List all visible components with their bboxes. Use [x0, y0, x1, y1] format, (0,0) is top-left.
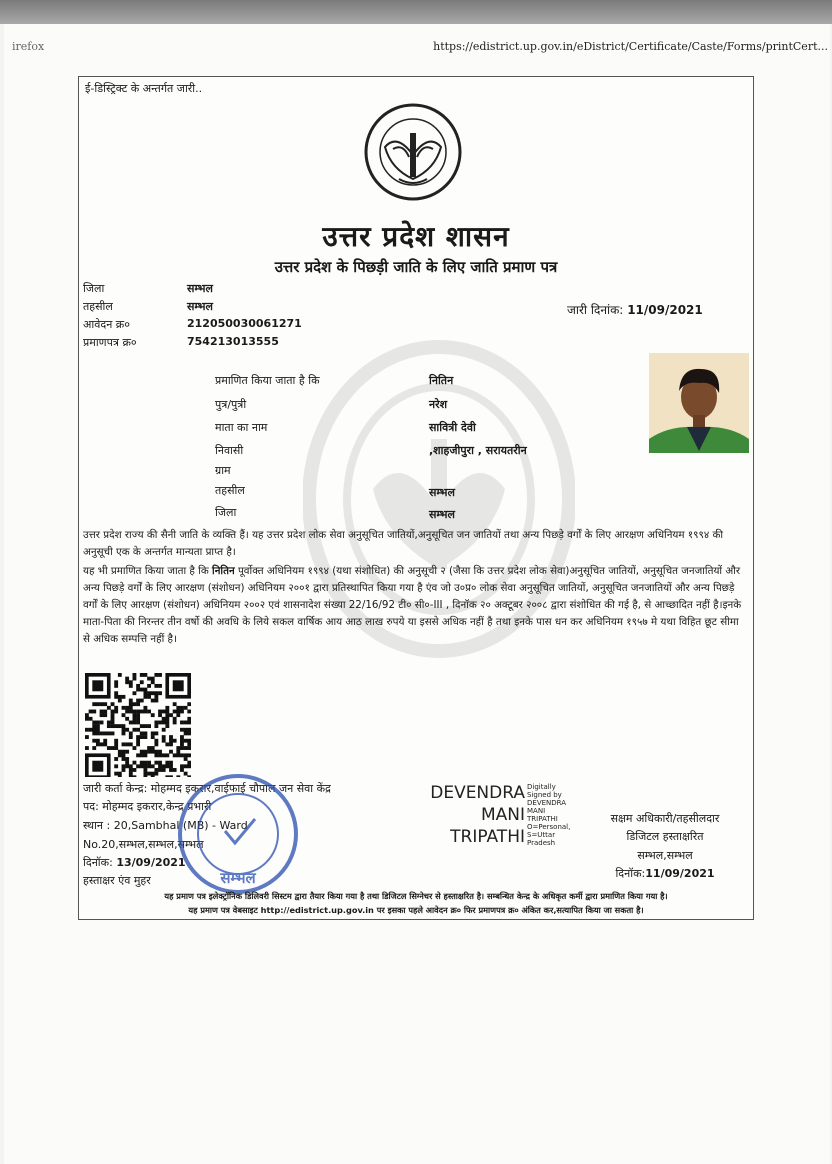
field-label: जिला	[215, 506, 237, 519]
authority-date	[577, 866, 753, 881]
place-line-1: स्थान : 20,Sambhal (MB) - Ward	[83, 819, 248, 832]
mother-name: सावित्री देवी	[429, 421, 476, 434]
issuing-center: जारी कर्ता केन्द्र: मोहम्मद इकरार,वाईफाई चौपाल जन सेवा केंद्र	[83, 782, 331, 795]
authority-place: सम्भल,सम्भल	[637, 849, 693, 862]
applicant-photo	[649, 353, 749, 453]
sig-detail: S=Uttar	[527, 831, 556, 839]
applicant-name: नितिन	[429, 374, 454, 387]
authority-signed: डिजिटल हस्ताक्षरित	[626, 830, 704, 843]
browser-top-bar	[0, 0, 832, 24]
field-label: पुत्र/पुत्री	[215, 398, 247, 411]
residence: ,शाहजीपुरा , सरायतरीन	[429, 444, 527, 457]
issue-date-label: जारी दिनांक:	[567, 303, 624, 317]
digital-signature-details	[527, 783, 570, 847]
sig-detail: MANI	[527, 807, 546, 815]
round-stamp	[175, 771, 301, 897]
sig-detail: Signed by	[527, 791, 562, 799]
footer-note-1: यह प्रमाण पत्र इलेक्ट्रॉनिक डिलिवरी सिस्टम द्वारा तैयार किया गया है तथा डिजिटल सिग्नेचर से हस्ताक्षरित है। सम्बन्धित केन्द्र के अधिकृत कर्मी द्वारा प्रमाणित किया गया है।	[164, 891, 668, 901]
browser-app-label: irefox	[12, 40, 45, 53]
certificate-number: 754213013555	[187, 335, 279, 348]
para2-body: पूर्वोक्त अधिनियम १९९४ (यथा संशोधित) की अनुसूची २ (जैसा कि उत्तर प्रदेश लोक सेवा)अनुसूचित जातियों, अनुसूचित जनजातियों और अन्य पिछड़े वर्गों के लिए आरक्षण (संशोधन) अधिनियम २००१ द्वारा प्रतिस्थापित किया गया है एंव जो उ०प्र० लोक सेवा अनुसूचित जातियों, अनुसूचित जनजातियों और अन्य पिछड़े वर्गों के लिए आरक्षण (संशोधन) अधिनियम २००२ एवं शासनादेश संख्या 22/16/92 टी० सी०-III , दिनॉक २० अक्टूबर २००८ द्वारा संशोधित की गई है, से आच्छादित नहीं है।इनके माता-पिता की निरन्तर तीन वर्षो की अवधि के लिये सकल वार्षिक आय आठ लाख रुपये या इससे अधिक नहीं है तथा इनके पास धन कर अधिनियम १९५७ मे यथा विहित छूट सीमा से अधिक सम्पत्ति नहीं है।	[83, 565, 742, 645]
field-label: तहसील	[215, 484, 245, 497]
authority-date-value: 11/09/2021	[645, 867, 715, 880]
signer-middle-name: MANI	[480, 805, 525, 825]
footer-date-value: 13/09/2021	[116, 856, 186, 869]
meta-label: प्रमाणपत्र क्र०	[83, 336, 137, 349]
tehsil-value: सम्भल	[429, 486, 455, 499]
issue-date	[567, 301, 703, 318]
caste-statement-paragraph: उत्तर प्रदेश राज्य की सैनी जाति के व्यक्ति हैं। यह उत्तर प्रदेश लोक सेवा अनुसूचित जातियों,अनुसूचित जन जातियों तथा अन्य पिछड़े वर्गों के लिए आरक्षण अधिनियम १९९४ की अनुसूची एक के अन्तर्गत मान्यता प्राप्त है।	[83, 529, 724, 558]
signer-last-name: TRIPATHI	[450, 827, 525, 847]
state-emblem-seal	[363, 103, 463, 201]
income-statement-paragraph	[83, 563, 747, 648]
para2-lead: यह भी प्रमाणित किया जाता है कि	[83, 565, 209, 577]
sign-seal-label: हस्ताक्षर एंव मुहर	[83, 874, 151, 887]
place-line-2: No.20,सम्भल,सम्भल,सम्भल	[83, 838, 204, 851]
caste-certificate	[78, 76, 754, 920]
sig-detail: Digitally	[527, 783, 556, 791]
footer-date	[83, 855, 186, 870]
designation: पद: मोहम्मद इकरार,केन्द्र प्रभारी	[83, 800, 212, 813]
meta-label: आवेदन क्र०	[83, 318, 130, 331]
meta-label: जिला	[83, 282, 105, 295]
issued-under-label: ई-डिस्ट्रिक्ट के अन्तर्गत जारी..	[85, 82, 203, 95]
footer-date-label: दिनॉक:	[83, 856, 113, 869]
issue-date-value: 11/09/2021	[627, 303, 703, 317]
sig-detail: DEVENDRA	[527, 799, 567, 807]
field-label: निवासी	[215, 444, 244, 457]
father-name: नरेश	[429, 398, 448, 411]
authority-title: सक्षम अधिकारी/तहसीलदार	[610, 812, 720, 825]
sig-detail: TRIPATHI	[527, 815, 558, 823]
footer-note-2: यह प्रमाण पत्र वेबसाइट http://edistrict.up.gov.in पर इसका पहले आवेदन क्र० फिर प्रमाणपत्र क्र० अंकित कर,सत्यापित किया जा सकता है।	[188, 905, 644, 915]
qr-code	[85, 673, 191, 777]
certificate-title: उत्तर प्रदेश शासन	[322, 220, 510, 253]
meta-label: तहसील	[83, 300, 113, 313]
para2-name: नितिन	[212, 565, 235, 577]
authority-date-label: दिनॉक:	[615, 867, 646, 880]
stamp-text: सम्भल	[220, 869, 256, 887]
application-number: 212050030061271	[187, 317, 302, 330]
meta-value: सम्भल	[187, 282, 213, 295]
field-label: माता का नाम	[215, 421, 268, 434]
meta-value: सम्भल	[187, 300, 213, 313]
field-label: ग्राम	[215, 464, 231, 477]
sig-detail: O=Personal,	[527, 823, 571, 831]
certificate-subtitle: उत्तर प्रदेश के पिछड़ी जाति के लिए जाति प्रमाण पत्र	[274, 258, 558, 276]
field-label: प्रमाणित किया जाता है कि	[215, 374, 320, 387]
page-url[interactable]: https://edistrict.up.gov.in/eDistrict/Certificate/Caste/Forms/printCert...	[433, 40, 828, 53]
district-value: सम्भल	[429, 508, 455, 521]
sig-detail: Pradesh	[527, 839, 556, 847]
signer-first-name: DEVENDRA	[430, 783, 525, 803]
